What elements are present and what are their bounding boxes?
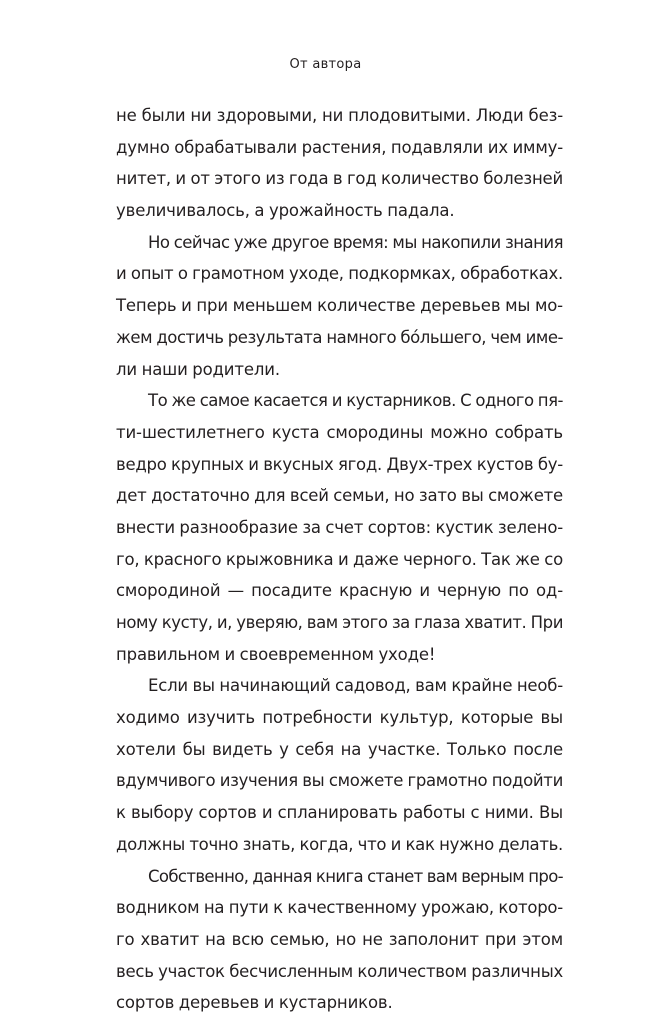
text-line: ному кусту, и, уверяю, вам этого за глаза хватит. При (116, 613, 563, 632)
text-line: То же самое касается и кустарников. С одного пя- (148, 391, 563, 411)
text-line: думно обрабатывали растения, подавляли их имму- (116, 137, 563, 157)
text-line: сортов деревьев и кустарников. (116, 993, 393, 1013)
text-line: ходимо изучить потребности культур, которые вы (116, 708, 563, 728)
text-line: к выбору сортов и спланировать работы с ними. Вы (116, 803, 563, 823)
text-line: Если вы начинающий садовод, вам крайне необ- (148, 676, 563, 696)
text-line: го, красного крыжовника и даже черного. Так же со (116, 549, 563, 569)
text-line: водником на пути к качественному урожаю, которо- (116, 898, 563, 918)
text-line: весь участок бесчисленным количеством различных (116, 961, 563, 981)
text-line: жем достичь результата намного бóльшего, чем име- (116, 327, 563, 347)
text-line: дет достаточно для всей семьи, но зато вы сможете (116, 486, 563, 506)
text-line: смородиной — посадите красную и черную по од- (116, 581, 563, 601)
text-line: и опыт о грамотном уходе, подкормках, обработках. (116, 264, 563, 284)
text-line: должны точно знать, когда, что и как нужно делать. (116, 834, 563, 854)
text-line: Теперь и при меньшем количестве деревьев мы мо- (116, 296, 563, 316)
text-line: Собственно, данная книга станет вам верным про- (148, 866, 563, 886)
text-line: увеличивалось, а урожайность падала. (116, 201, 455, 221)
text-line: вдумчивого изучения вы сможете грамотно подойти (116, 771, 563, 791)
text-line: не были ни здоровыми, ни плодовитыми. Люди без- (116, 106, 563, 125)
text-line: правильном и своевременном уходе! (116, 644, 436, 664)
text-line: Но сейчас уже другое время: мы накопили знания (148, 232, 563, 252)
text-line: ти-шестилетнего куста смородины можно собрать (116, 422, 563, 442)
body-text (116, 100, 563, 1019)
text-line: нитет, и от этого из года в год количество болезней (116, 169, 563, 189)
text-line: ведро крупных и вкусных ягод. Двух-трех кустов бу- (116, 454, 563, 474)
text-line: го хватит на всю семью, но не заполонит при этом (116, 929, 563, 949)
text-line: хотели бы видеть у себя на участке. Только после (116, 739, 563, 759)
text-line: ли наши родители. (116, 359, 280, 379)
text-line: внести разнообразие за счет сортов: кустик зелено- (116, 517, 563, 537)
running-head: От автора (289, 57, 362, 72)
